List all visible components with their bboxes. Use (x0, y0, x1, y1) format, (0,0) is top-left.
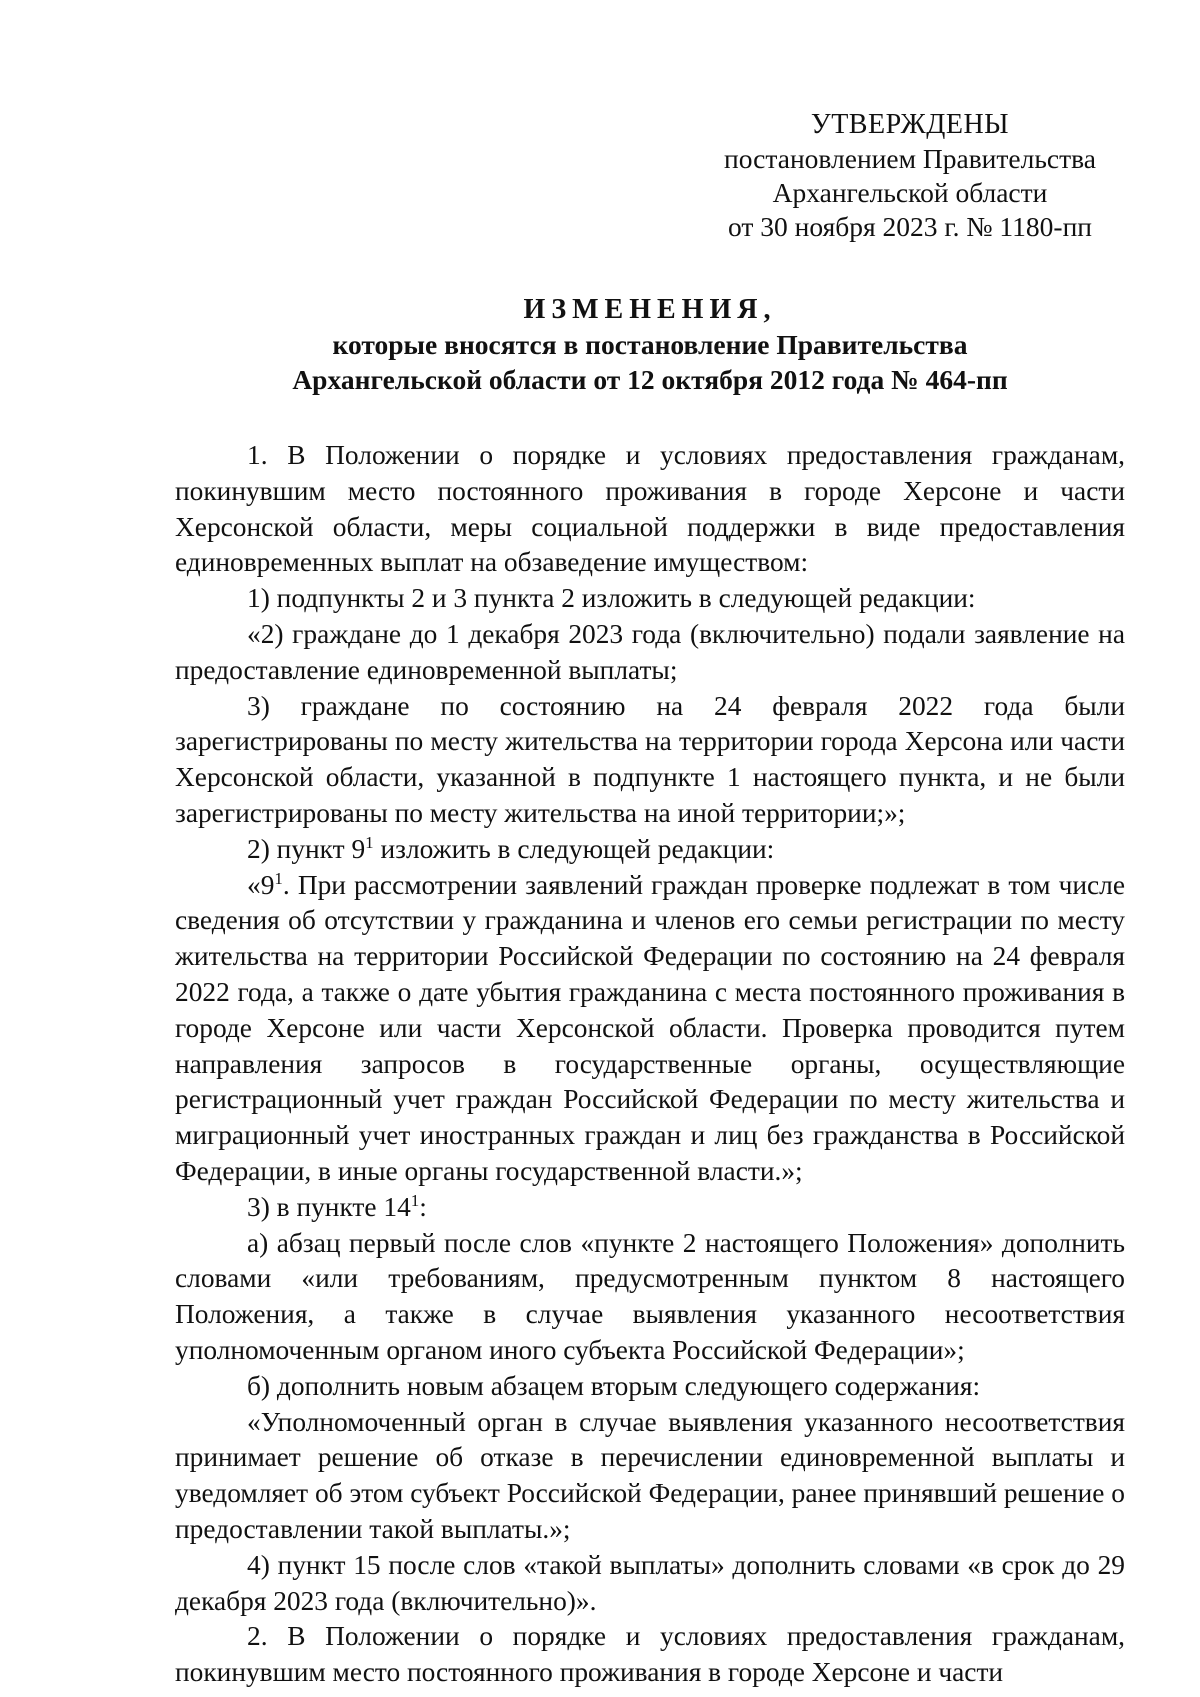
paragraph-6 (175, 868, 1125, 1190)
paragraph-3: «2) граждане до 1 декабря 2023 года (включительно) подали заявление на предоставление единовременной выплаты; (175, 618, 1125, 685)
paragraph-7 (175, 1190, 1125, 1226)
document-title: ИЗМЕНЕНИЯ, (523, 294, 777, 325)
approval-line-1: постановлением Правительства (724, 143, 1096, 174)
paragraph-11: 4) пункт 15 после слов «такой выплаты» дополнить словами «в срок до 29 декабря 2023 года (включительно)». (175, 1549, 1125, 1616)
paragraph-7-text-a: 3) в пункте 14 (247, 1191, 411, 1222)
paragraph-5 (175, 832, 1125, 868)
paragraph-8: а) абзац первый после слов «пункте 2 настоящего Положения» дополнить словами «или требованиям, предусмотренным пунктом 8 настоящего Положения, а также в случае выявления указанного несоответствия уполномоченным органом иного субъекта Российской Федерации»; (175, 1227, 1125, 1365)
document-body (175, 438, 1125, 1691)
paragraph-7-text-b: : (419, 1191, 427, 1222)
superscript-index: 1 (274, 868, 283, 888)
approval-heading: УТВЕРЖДЕНЫ (810, 109, 1010, 140)
superscript-index: 1 (365, 832, 374, 852)
paragraph-5-text-b: изложить в следующей редакции: (373, 833, 775, 864)
approval-line-3: от 30 ноября 2023 г. № 1180-пп (728, 211, 1092, 242)
document-title-block (175, 292, 1125, 397)
paragraph-1: 1. В Положении о порядке и условиях предоставления гражданам, покинувшим место постоянного проживания в городе Херсоне и части Херсонской области, меры социальной поддержки в виде предоставления единовременных выплат на обзаведение имуществом: (175, 440, 1125, 578)
paragraph-6-text-b: . При рассмотрении заявлений граждан проверке подлежат в том числе сведения об отсутствии у гражданина и членов его семьи регистрации по месту жительства на территории Российской Федерации по состоянию на 24 февраля 2022 года, а также о дате убытия гражданина с места постоянного проживания в городе Херсоне или части Херсонской области. Проверка проводится путем направления запросов в государственные органы, осуществляющие регистрационный учет граждан Российской Федерации по месту жительства и миграционный учет иностранных граждан и лиц без гражданства в Российской Федерации, в иные органы государственной власти.»; (175, 869, 1125, 1186)
approval-line-2: Архангельской области (772, 177, 1048, 208)
document-subtitle-line-2: Архангельской области от 12 октября 2012 года № 464-пп (292, 364, 1008, 395)
document-subtitle-line-1: которые вносятся в постановление Правительства (332, 329, 968, 360)
paragraph-4: 3) граждане по состоянию на 24 февраля 2022 года были зарегистрированы по месту жительства на территории города Херсона или части Херсонской области, указанной в подпункте 1 настоящего пункта, и не были зарегистрированы по месту жительства на иной территории;»; (175, 690, 1125, 828)
paragraph-5-text-a: 2) пункт 9 (247, 833, 366, 864)
paragraph-6-text-a: «9 (247, 869, 275, 900)
approval-block (695, 108, 1125, 244)
paragraph-10: «Уполномоченный орган в случае выявления указанного несоответствия принимает решение об отказе в перечислении единовременной выплаты и уведомляет об этом субъект Российской Федерации, ранее принявший решение о предоставлении такой выплаты.»; (175, 1406, 1125, 1544)
paragraph-12: 2. В Положении о порядке и условиях предоставления гражданам, покинувшим место постоянного проживания в городе Херсоне и части (175, 1621, 1125, 1688)
paragraph-2: 1) подпункты 2 и 3 пункта 2 изложить в следующей редакции: (247, 583, 976, 614)
superscript-index: 1 (410, 1190, 420, 1210)
paragraph-9: б) дополнить новым абзацем вторым следующего содержания: (247, 1370, 981, 1401)
